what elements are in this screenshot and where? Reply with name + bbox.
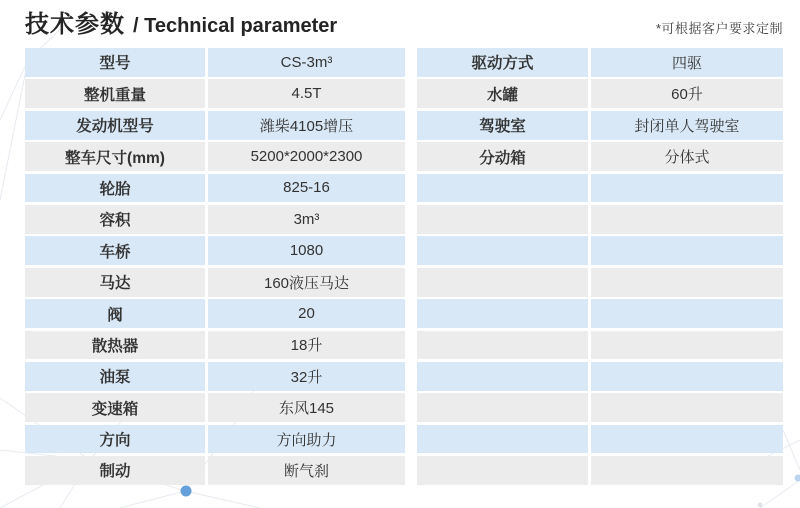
table-row <box>417 331 783 360</box>
param-label-cell <box>417 205 588 234</box>
param-label-cell <box>417 174 588 203</box>
param-label-cell: 阀 <box>25 299 205 328</box>
param-label-cell: 变速箱 <box>25 393 205 422</box>
param-value-cell: 4.5T <box>208 79 405 108</box>
param-label-cell: 驱动方式 <box>417 48 588 77</box>
table-row <box>25 456 405 485</box>
table-row <box>417 299 783 328</box>
page-title-cn: 技术参数 <box>25 11 125 38</box>
param-value-cell: 20 <box>208 299 405 328</box>
param-value-cell <box>591 362 783 391</box>
param-value-cell: 160液压马达 <box>208 268 405 297</box>
param-value-cell <box>591 174 783 203</box>
param-label-cell <box>417 331 588 360</box>
table-row <box>25 362 405 391</box>
param-value-cell <box>591 205 783 234</box>
param-label-cell <box>417 425 588 454</box>
param-value-cell: 18升 <box>208 331 405 360</box>
param-value-cell: 825-16 <box>208 174 405 203</box>
table-row <box>417 456 783 485</box>
page-title <box>25 4 337 39</box>
param-value-cell: 东风145 <box>208 393 405 422</box>
table-row <box>417 48 783 77</box>
table-row <box>25 393 405 422</box>
table-row <box>25 174 405 203</box>
param-label-cell <box>417 393 588 422</box>
param-label-cell: 车桥 <box>25 236 205 265</box>
param-value-cell <box>591 393 783 422</box>
param-value-cell <box>591 331 783 360</box>
param-value-cell: 封闭单人驾驶室 <box>591 111 783 140</box>
param-value-cell: 32升 <box>208 362 405 391</box>
table-row <box>417 111 783 140</box>
param-value-cell <box>591 268 783 297</box>
table-row <box>25 111 405 140</box>
table-row <box>417 393 783 422</box>
customization-note: *可根据客户要求定制 <box>655 21 783 36</box>
table-row <box>25 236 405 265</box>
table-row <box>417 362 783 391</box>
table-row <box>25 205 405 234</box>
param-label-cell: 容积 <box>25 205 205 234</box>
table-row <box>25 142 405 171</box>
param-label-cell: 马达 <box>25 268 205 297</box>
table-row <box>417 236 783 265</box>
param-value-cell <box>591 456 783 485</box>
param-label-cell: 方向 <box>25 425 205 454</box>
param-label-cell: 发动机型号 <box>25 111 205 140</box>
param-value-cell: CS-3m³ <box>208 48 405 77</box>
table-row <box>417 205 783 234</box>
param-label-cell <box>417 456 588 485</box>
param-value-cell: 5200*2000*2300 <box>208 142 405 171</box>
param-label-cell: 整机重量 <box>25 79 205 108</box>
param-value-cell: 方向助力 <box>208 425 405 454</box>
param-value-cell <box>591 425 783 454</box>
param-label-cell <box>417 268 588 297</box>
table-row <box>25 425 405 454</box>
table-row <box>417 425 783 454</box>
param-label-cell: 油泵 <box>25 362 205 391</box>
param-label-cell <box>417 362 588 391</box>
table-row <box>25 268 405 297</box>
left-parameter-table <box>25 48 405 485</box>
table-row <box>25 299 405 328</box>
table-row <box>25 48 405 77</box>
table-row <box>25 79 405 108</box>
blue-dot <box>181 486 192 497</box>
param-label-cell: 轮胎 <box>25 174 205 203</box>
table-row <box>25 331 405 360</box>
param-value-cell: 断气刹 <box>208 456 405 485</box>
param-value-cell: 四驱 <box>591 48 783 77</box>
param-value-cell: 潍柴4105增压 <box>208 111 405 140</box>
param-value-cell: 60升 <box>591 79 783 108</box>
param-label-cell <box>417 299 588 328</box>
table-row <box>417 79 783 108</box>
table-row <box>417 174 783 203</box>
blue-dot-small <box>795 475 800 482</box>
param-label-cell <box>417 236 588 265</box>
param-label-cell: 驾驶室 <box>417 111 588 140</box>
param-label-cell: 整车尺寸(mm) <box>25 142 205 171</box>
param-label-cell: 水罐 <box>417 79 588 108</box>
param-label-cell: 制动 <box>25 456 205 485</box>
param-value-cell <box>591 236 783 265</box>
table-row <box>417 268 783 297</box>
table-row <box>417 142 783 171</box>
param-label-cell: 散热器 <box>25 331 205 360</box>
param-value-cell: 1080 <box>208 236 405 265</box>
page-title-en: / Technical parameter <box>133 15 338 37</box>
param-value-cell: 分体式 <box>591 142 783 171</box>
param-label-cell: 型号 <box>25 48 205 77</box>
param-value-cell: 3m³ <box>208 205 405 234</box>
right-parameter-table <box>417 48 783 485</box>
param-value-cell <box>591 299 783 328</box>
param-label-cell: 分动箱 <box>417 142 588 171</box>
